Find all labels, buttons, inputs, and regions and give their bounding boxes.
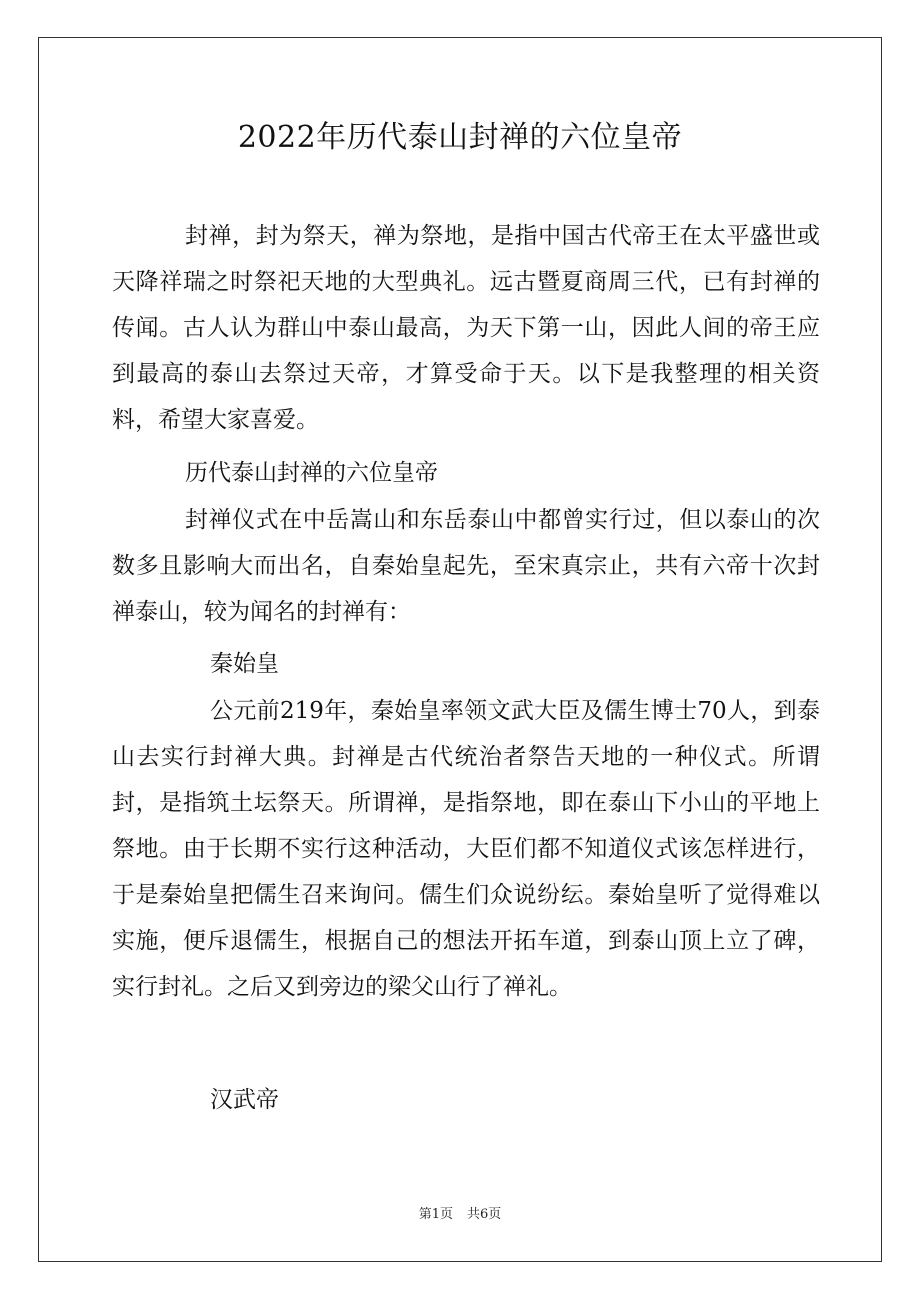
page-number: 第1页: [418, 1207, 453, 1222]
subheading-qin-shihuang: 秦始皇: [210, 651, 279, 677]
paragraph-intro: 封禅，封为祭天，禅为祭地，是指中国古代帝王在太平盛世或天降祥瑞之时祭祀天地的大型典礼。远古暨夏商周三代，已有封禅的传闻。古人认为群山中泰山最高，为天下第一山，因此人间的帝王应到最高的泰山去祭过天帝，才算受命于天。以下是我整理的相关资料，希望大家喜爱。: [112, 223, 820, 433]
paragraph-overview: 封禅仪式在中岳嵩山和东岳泰山中都曾实行过，但以泰山的次数多且影响大而出名，自秦始皇起先，至宋真宗止，共有六帝十次封禅泰山，较为闻名的封禅有：: [112, 507, 820, 625]
section-heading: 历代泰山封禅的六位皇帝: [185, 460, 438, 486]
document-title: 2022年历代泰山封禅的六位皇帝: [237, 120, 683, 155]
page-total: 共6页: [467, 1207, 502, 1222]
subheading-han-wudi: 汉武帝: [210, 1087, 279, 1113]
paragraph-qin-shihuang: 公元前219年，秦始皇率领文武大臣及儒生博士70人，到泰山去实行封禅大典。封禅是古代统治者祭告天地的一种仪式。所谓封，是指筑土坛祭天。所谓禅，是指祭地，即在泰山下小山的平地上祭地。由于长期不实行这种活动，大臣们都不知道仪式该怎样进行，于是秦始皇把儒生召来询问。儒生们众说纷纭。秦始皇听了觉得难以实施，便斥退儒生，根据自己的想法开拓车道，到泰山顶上立了碑，实行封礼。之后又到旁边的梁父山行了禅礼。: [112, 698, 820, 1000]
page-footer: [0, 1206, 920, 1224]
